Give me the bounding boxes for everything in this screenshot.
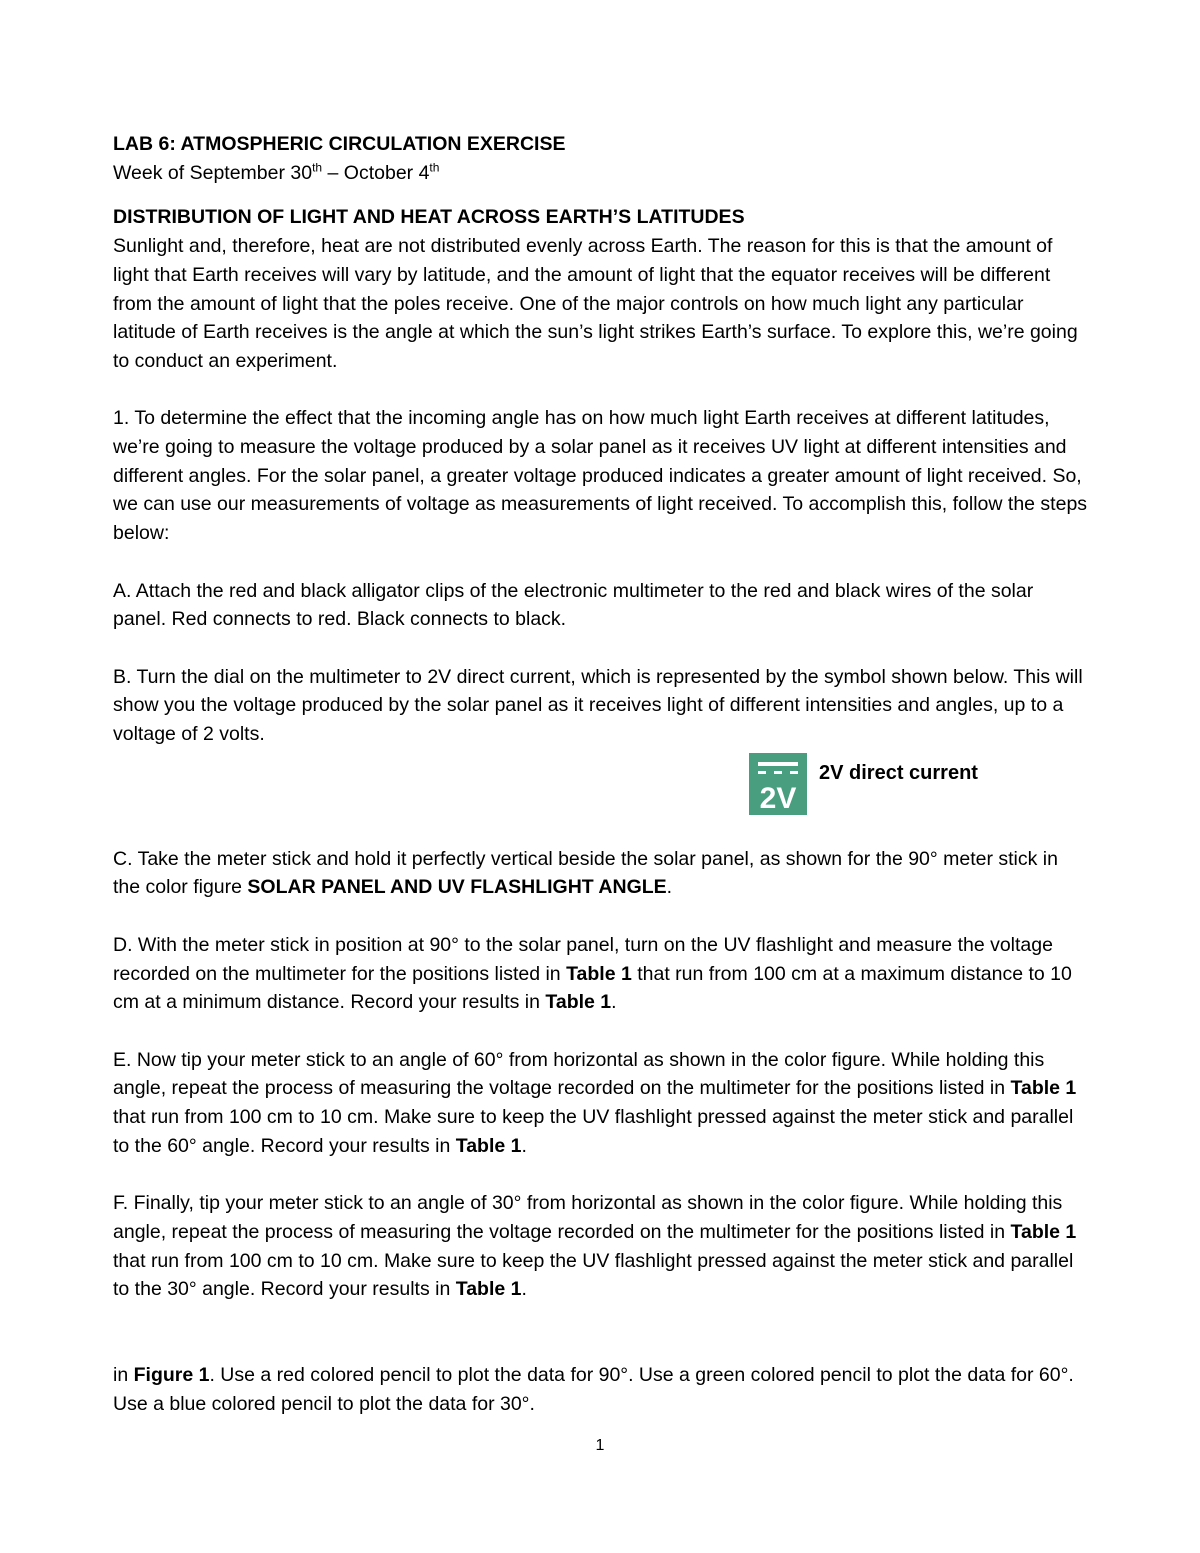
step-e-paragraph bbox=[113, 1046, 1088, 1161]
dc-icon-text: 2V bbox=[759, 781, 797, 815]
step-f-part-2: that run from 100 cm to 10 cm. Make sure to keep the UV flashlight pressed against the meter stick and parallel to the 30° angle. Record your results in bbox=[113, 1249, 1074, 1301]
lab-title: LAB 6: ATMOSPHERIC CIRCULATION EXERCISE bbox=[113, 133, 566, 155]
week-sup-1: th bbox=[312, 160, 323, 175]
step-f-table-ref-1: Table 1 bbox=[1010, 1220, 1077, 1243]
step-c-figure-ref: SOLAR PANEL AND UV FLASHLIGHT ANGLE bbox=[247, 876, 667, 899]
step-d-end: . bbox=[611, 991, 617, 1014]
document-body bbox=[113, 130, 1088, 1418]
step-e-end: . bbox=[521, 1134, 527, 1157]
step-1-paragraph: 1. To determine the effect that the incoming angle has on how much light Earth receives at different latitudes, we’re going to measure the voltage produced by a solar panel as it receives UV light at different intensities and different angles. For the solar panel, a greater voltage produced indicates a greater amount of light received. So, we can use our measurements of voltage as measurements of light received. To accomplish this, follow the steps below: bbox=[113, 407, 1088, 545]
page-number: 1 bbox=[595, 1437, 605, 1454]
intro-paragraph: Sunlight and, therefore, heat are not distributed evenly across Earth. The reason for this is that the amount of light that Earth receives will vary by latitude, and the amount of light that the equator receives will be different from the amount of light that the poles receive. One of the major controls on how much light any particular latitude of Earth receives is the angle at which the sun’s light strikes Earth’s surface. To explore this, we’re going to conduct an experiment. bbox=[113, 235, 1078, 372]
step-c-paragraph bbox=[113, 845, 1088, 902]
final-paragraph bbox=[113, 1361, 1088, 1418]
week-line bbox=[113, 159, 1088, 188]
dc-symbol-figure bbox=[113, 749, 1088, 815]
step-e-table-ref-2: Table 1 bbox=[455, 1134, 522, 1157]
step-d-part-2: that run from 100 cm at a maximum distance to 10 cm at a minimum distance. Record your results in bbox=[113, 962, 1072, 1014]
step-e-part-1: E. Now tip your meter stick to an angle of 60° from horizontal as shown in the color figure. While holding this angle, repeat the process of measuring the voltage recorded on the multimeter for the positions listed in bbox=[113, 1048, 1045, 1100]
final-text: . Use a red colored pencil to plot the data for 90°. Use a green colored pencil to plot the data for 60°. Use a blue colored pencil to plot the data for 30°. bbox=[113, 1363, 1074, 1415]
week-prefix: Week of September 30 bbox=[113, 161, 313, 184]
week-middle: – October 4 bbox=[322, 161, 430, 184]
step-a-paragraph: A. Attach the red and black alligator clips of the electronic multimeter to the red and black wires of the solar panel. Red connects to red. Black connects to black. bbox=[113, 579, 1034, 631]
step-e-table-ref-1: Table 1 bbox=[1010, 1077, 1077, 1100]
step-d-table-ref-1: Table 1 bbox=[566, 962, 632, 985]
step-b-paragraph: B. Turn the dial on the multimeter to 2V direct current, which is represented by the symbol shown below. This will show you the voltage produced by the solar panel as it receives light of different intensities and angles, up to a voltage of 2 volts. bbox=[113, 665, 1083, 746]
step-f-end: . bbox=[521, 1278, 527, 1301]
step-e-part-2: that run from 100 cm to 10 cm. Make sure to keep the UV flashlight pressed against the meter stick and parallel to the 60° angle. Record your results in bbox=[113, 1106, 1074, 1157]
final-figure-ref: Figure 1 bbox=[133, 1363, 210, 1386]
step-c-end: . bbox=[666, 876, 673, 899]
section-heading: DISTRIBUTION OF LIGHT AND HEAT ACROSS EARTH’S LATITUDES bbox=[113, 206, 745, 229]
dc-symbol-label: 2V direct current bbox=[819, 761, 978, 784]
step-d-part-1: D. With the meter stick in position at 90° to the solar panel, turn on the UV flashlight and measure the voltage recorded on the multimeter for the positions listed in bbox=[113, 933, 1053, 985]
step-d-table-ref-2: Table 1 bbox=[545, 991, 612, 1014]
direct-current-icon bbox=[749, 753, 807, 815]
step-c-text: C. Take the meter stick and hold it perfectly vertical beside the solar panel, as shown for the 90° meter stick in the color figure bbox=[113, 847, 1058, 899]
step-f-part-1: F. Finally, tip your meter stick to an angle of 30° from horizontal as shown in the color figure. While holding this angle, repeat the process of measuring the voltage recorded on the multimeter for the positions listed in bbox=[113, 1192, 1063, 1243]
step-d-paragraph bbox=[113, 931, 1088, 1017]
final-prefix: in bbox=[113, 1363, 134, 1386]
step-f-paragraph bbox=[113, 1189, 1088, 1304]
week-sup-2: th bbox=[429, 160, 440, 175]
step-f-table-ref-2: Table 1 bbox=[455, 1278, 522, 1301]
